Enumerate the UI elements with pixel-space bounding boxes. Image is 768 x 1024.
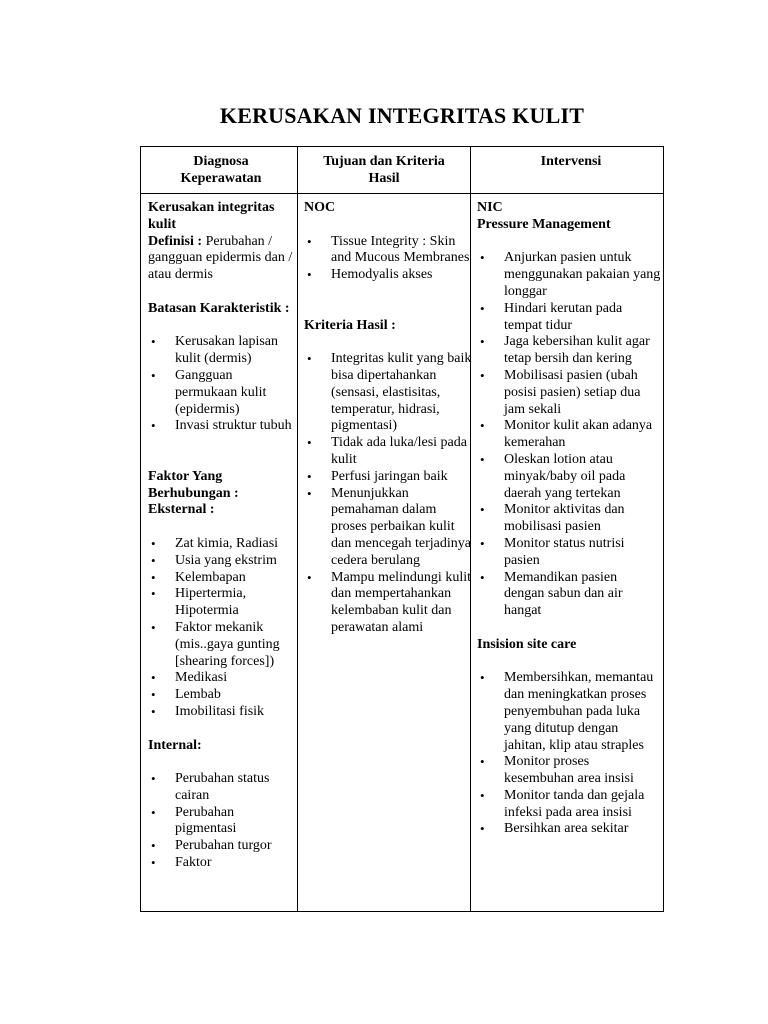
list-item: • Hindari kerutan pada tempat tidur — [477, 301, 661, 335]
list-item: • Hemodyalis akses — [304, 267, 472, 284]
list-item: • Gangguan permukaan kulit (epidermis) — [148, 368, 298, 418]
noc-list — [304, 234, 472, 284]
list-item: • Monitor kulit akan adanya kemerahan — [477, 418, 661, 452]
definition-text: Perubahan / gangguan epidermis dan / atau dermis — [148, 233, 293, 283]
tujuan-column — [304, 200, 472, 637]
insision-list — [477, 670, 661, 838]
list-item: • Perubahan pigmentasi — [148, 805, 298, 839]
diagnosa-column — [148, 200, 298, 872]
faktor-heading: Faktor Yang Berhubungan : Eksternal : — [148, 468, 239, 518]
list-item: • Anjurkan pasien untuk menggunakan pakaian yang longgar — [477, 250, 661, 300]
kriteria-list — [304, 351, 472, 637]
list-item: • Perubahan status cairan — [148, 771, 298, 805]
header-diagnosa: Diagnosa Keperawatan — [180, 154, 262, 186]
list-item: • Faktor mekanik (mis..gaya gunting [shearing forces]) — [148, 620, 298, 670]
internal-list — [148, 771, 298, 872]
list-item: • Medikasi — [148, 670, 298, 687]
list-item: • Faktor — [148, 855, 298, 872]
document-title: KERUSAKAN INTEGRITAS KULIT — [219, 103, 585, 128]
list-item: • Hipertermia, Hipotermia — [148, 586, 298, 620]
list-item: • Memandikan pasien dengan sabun dan air hangat — [477, 570, 661, 620]
list-item: • Oleskan lotion atau minyak/baby oil pada daerah yang tertekan — [477, 452, 661, 502]
pressure-list — [477, 250, 661, 620]
list-item: • Integritas kulit yang baik bisa dipertahankan (sensasi, elastisitas, temperatur, hidrasi, pigmentasi) — [304, 351, 472, 435]
header-intervensi: Intervensi — [540, 154, 602, 169]
list-item: • Zat kimia, Radiasi — [148, 536, 298, 553]
nursing-care-table — [140, 146, 664, 912]
batasan-heading: Batasan Karakteristik : — [148, 300, 290, 316]
list-item: • Tidak ada luka/lesi pada kulit — [304, 435, 472, 469]
nic-heading: NIC — [477, 200, 503, 215]
list-item: • Imobilitasi fisik — [148, 704, 298, 721]
header-tujuan: Tujuan dan Kriteria Hasil — [323, 154, 445, 186]
list-item: • Perfusi jaringan baik — [304, 469, 472, 486]
list-item: • Invasi struktur tubuh — [148, 418, 298, 435]
list-item: • Perubahan turgor — [148, 838, 298, 855]
list-item: • Monitor aktivitas dan mobilisasi pasien — [477, 502, 661, 536]
list-item: • Membersihkan, memantau dan meningkatkan proses penyembuhan pada luka yang ditutup dengan jahitan, klip atau straples — [477, 670, 661, 754]
list-item: • Monitor tanda dan gejala infeksi pada area insisi — [477, 788, 661, 822]
pressure-heading: Pressure Management — [477, 216, 611, 232]
list-item: • Monitor status nutrisi pasien — [477, 536, 661, 570]
insision-heading: Insision site care — [477, 636, 577, 652]
list-item: • Kerusakan lapisan kulit (dermis) — [148, 334, 298, 368]
list-item: • Bersihkan area sekitar — [477, 821, 661, 838]
list-item: • Usia yang ekstrim — [148, 553, 298, 570]
definition-label: Definisi : — [148, 233, 203, 249]
kriteria-heading: Kriteria Hasil : — [304, 317, 396, 333]
header-divider — [141, 193, 663, 194]
list-item: • Kelembapan — [148, 570, 298, 587]
definition — [148, 234, 298, 284]
noc-heading: NOC — [304, 200, 336, 215]
list-item: • Jaga kebersihan kulit agar tetap bersih dan kering — [477, 334, 661, 368]
list-item: • Mobilisasi pasien (ubah posisi pasien) setiap dua jam sekali — [477, 368, 661, 418]
intervensi-column — [477, 200, 661, 838]
eksternal-list — [148, 536, 298, 721]
list-item: • Tissue Integrity : Skin and Mucous Membranes — [304, 234, 472, 268]
list-item: • Mampu melindungi kulit dan mempertahankan kelembaban kulit dan perawatan alami — [304, 570, 472, 637]
list-item: • Lembab — [148, 687, 298, 704]
list-item: • Monitor proses kesembuhan area insisi — [477, 754, 661, 788]
list-item: • Menunjukkan pemahaman dalam proses perbaikan kulit dan mencegah terjadinya cedera berulang — [304, 486, 472, 570]
batasan-list — [148, 334, 298, 435]
diagnosis-name: Kerusakan integritas kulit — [148, 200, 275, 232]
internal-heading: Internal: — [148, 737, 202, 753]
